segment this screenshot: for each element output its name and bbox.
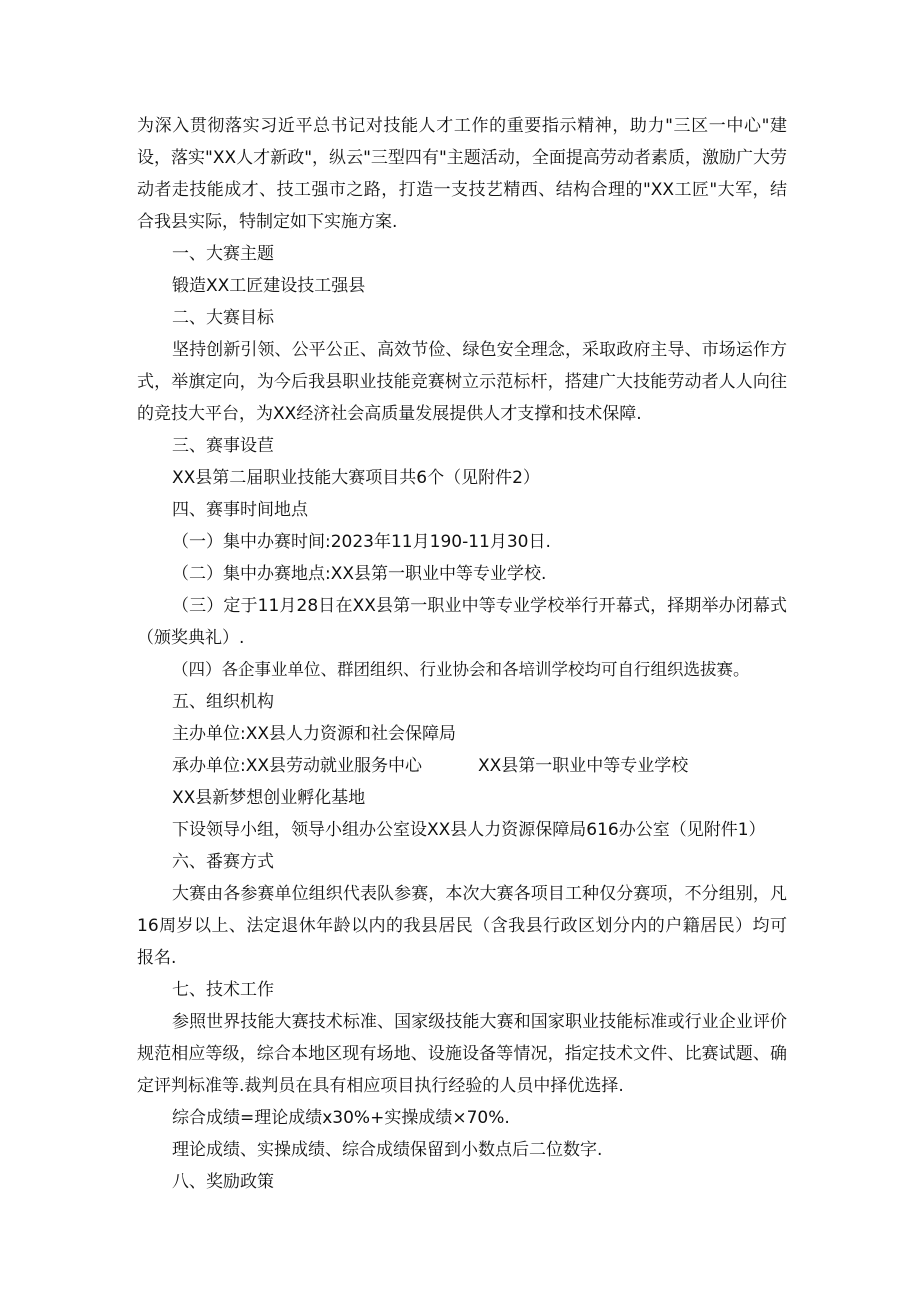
time-item-4: （四）各企事业单位、群团组织、行业协会和各培训学校均可自行组织选拔赛。 xyxy=(172,660,750,679)
heading-time-place: 四、赛事时间地点 xyxy=(172,500,308,520)
goals-paragraph: 坚持创新引领、公平公正、高效节俭、绿色安全理念，采取政府主导、市场运作方式，举旗定向，为今后我县职业技能竞赛树立示范标杆，搭建广大技能劳动者人人向往的竞技大平台，为XX经济社会高质量发展提供人才支撑和技术保障. xyxy=(137,340,787,424)
score-precision: 理论成绩、实操成绩、综合成绩保留到小数点后二位数字. xyxy=(172,1140,603,1160)
format-paragraph: 大赛由各参赛单位组织代表队参赛，本次大赛各项目工种仅分赛项，不分组别，凡16周岁以上、法定退休年龄以内的我县居民（含我县行政区划分内的户籍居民）均可报名. xyxy=(137,884,787,968)
technical-paragraph: 参照世界技能大赛技术标准、国家级技能大赛和国家职业技能标准或行业企业评价规范相应等级，综合本地区现有场地、设施设备等情况，指定技术文件、比赛试题、确定评判标准等.裁判员在具有相应项目执行经验的人员中择优选择. xyxy=(137,1012,787,1096)
time-item-1: （一）集中办赛时间:2023年11月190-11月30日. xyxy=(172,532,551,552)
score-formula: 综合成绩=理论成绩x30%+实操成绩×70%. xyxy=(172,1108,510,1128)
intro-paragraph: 为深入贯彻落实习近平总书记对技能人才工作的重要指示精神，助力"三区一中心"建设，落实"XX人才新政"，纵云"三型四有"主题活动，全面提高劳动者素质，激励广大劳动者走技能成才、技工强市之路，打造一支技艺精西、结构合理的"XX工匠"大军，结合我县实际，特制定如下实施方案. xyxy=(137,116,787,232)
organizer-unit-2: XX县第一职业中等专业学校 xyxy=(478,756,689,776)
host-unit: 主办单位:XX县人力资源和社会保障局 xyxy=(172,724,457,744)
heading-goals: 二、大赛目标 xyxy=(172,308,274,328)
time-item-3: （三）定于11月28日在XX县第一职业中等专业学校举行开幕式，择期举办闭幕式（颁奖典礼）. xyxy=(137,596,787,648)
heading-technical: 七、技术工作 xyxy=(172,980,274,1000)
heading-setup: 三、赛事设苣 xyxy=(172,436,274,456)
heading-format: 六、番赛方式 xyxy=(172,852,274,872)
theme-text: 锻造XX工匠建设技工强县 xyxy=(172,276,366,296)
time-item-2: （二）集中办赛地点:XX县第一职业中等专业学校. xyxy=(172,564,547,584)
organizer-unit-3: XX县新梦想创业孵化基地 xyxy=(172,788,366,808)
heading-organization: 五、组织机构 xyxy=(172,692,274,712)
heading-theme: 一、大赛主题 xyxy=(172,244,274,264)
heading-rewards: 八、奖励政策 xyxy=(172,1172,274,1192)
organizer-unit: 承办单位:XX县劳动就业服务中心 xyxy=(172,756,423,776)
setup-text: XX县第二届职业技能大赛项目共6个（见附件2） xyxy=(172,468,540,488)
leadership-group: 下设领导小组，领导小组办公室设XX县人力资源保障局616办公室（见附件1） xyxy=(172,820,766,840)
